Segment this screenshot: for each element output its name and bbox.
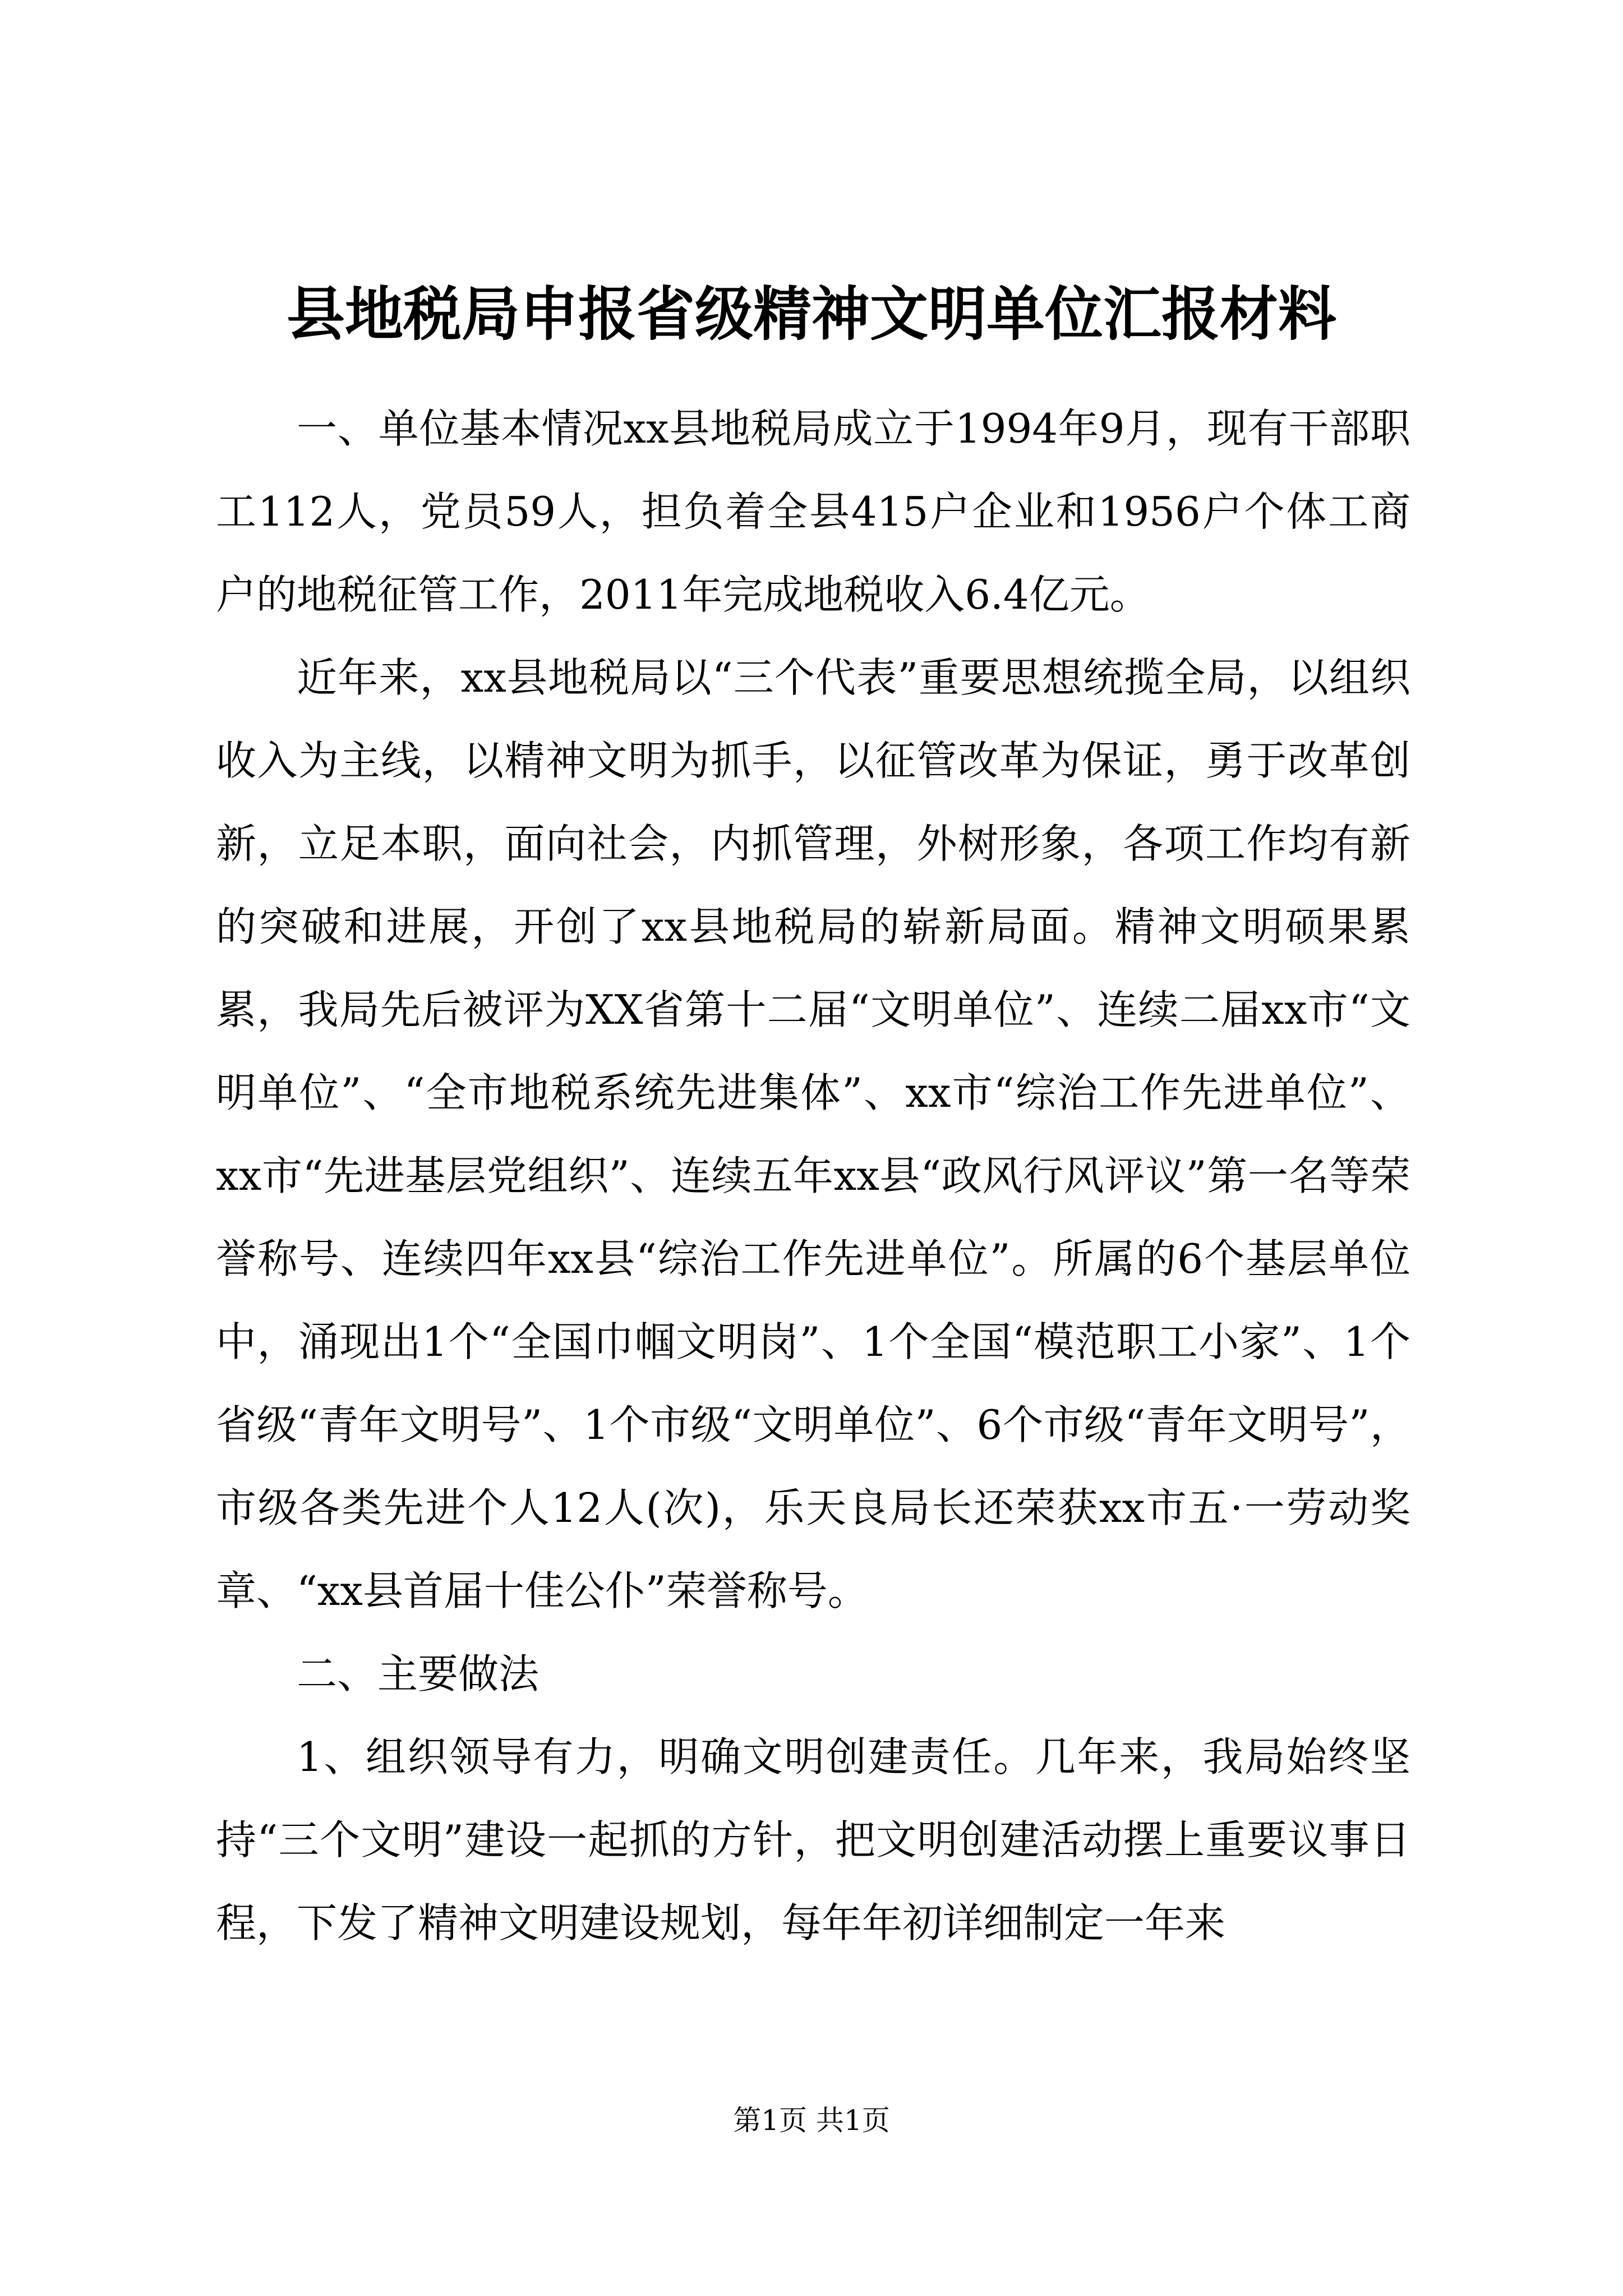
section-heading-main-practices: 二、主要做法 [297,1650,540,1697]
paragraph-organization-leadership: 1、组织领导有力，明确文明创建责任。几年来，我局始终坚持“三个文明”建设一起抓的方针，把文明创建活动摆上重要议事日程，下发了精神文明建设规划，每年年初详细制定一年来 [216,1733,1410,1947]
document-body [216,387,1410,1964]
page-number-footer: 第1页 共1页 [733,2104,890,2137]
paragraph-achievements: 近年来，xx县地税局以“三个代表”重要思想统揽全局，以组织收入为主线，以精神文明为抓手，以征管改革为保证，勇于改革创新，立足本职，面向社会，内抓管理，外树形象，各项工作均有新的突破和进展，开创了xx县地税局的崭新局面。精神文明硕果累累，我局先后被评为XX省第十二届“文明单位”、连续二届xx市“文明单位”、“全市地税系统先进集体”、xx市“综治工作先进单位”、xx市“先进基层党组织”、连续五年xx县“政风行风评议”第一名等荣誉称号、连续四年xx县“综治工作先进单位”。所属的6个基层单位中，涌现出1个“全国巾帼文明岗”、1个全国“模范职工小家”、1个省级“青年文明号”、1个市级“文明单位”、6个市级“青年文明号”，市级各类先进个人12人(次)，乐天良局长还荣获xx市五·一劳动奖章、“xx县首届十佳公仆”荣誉称号。 [216,654,1410,1614]
document-title: 县地税局申报省级精神文明单位汇报材料 [286,279,1336,348]
paragraph-basic-info: 一、单位基本情况xx县地税局成立于1994年9月，现有干部职工112人，党员59人，担负着全县415户企业和1956户个体工商户的地税征管工作，2011年完成地税收入6.4亿元。 [216,405,1410,618]
